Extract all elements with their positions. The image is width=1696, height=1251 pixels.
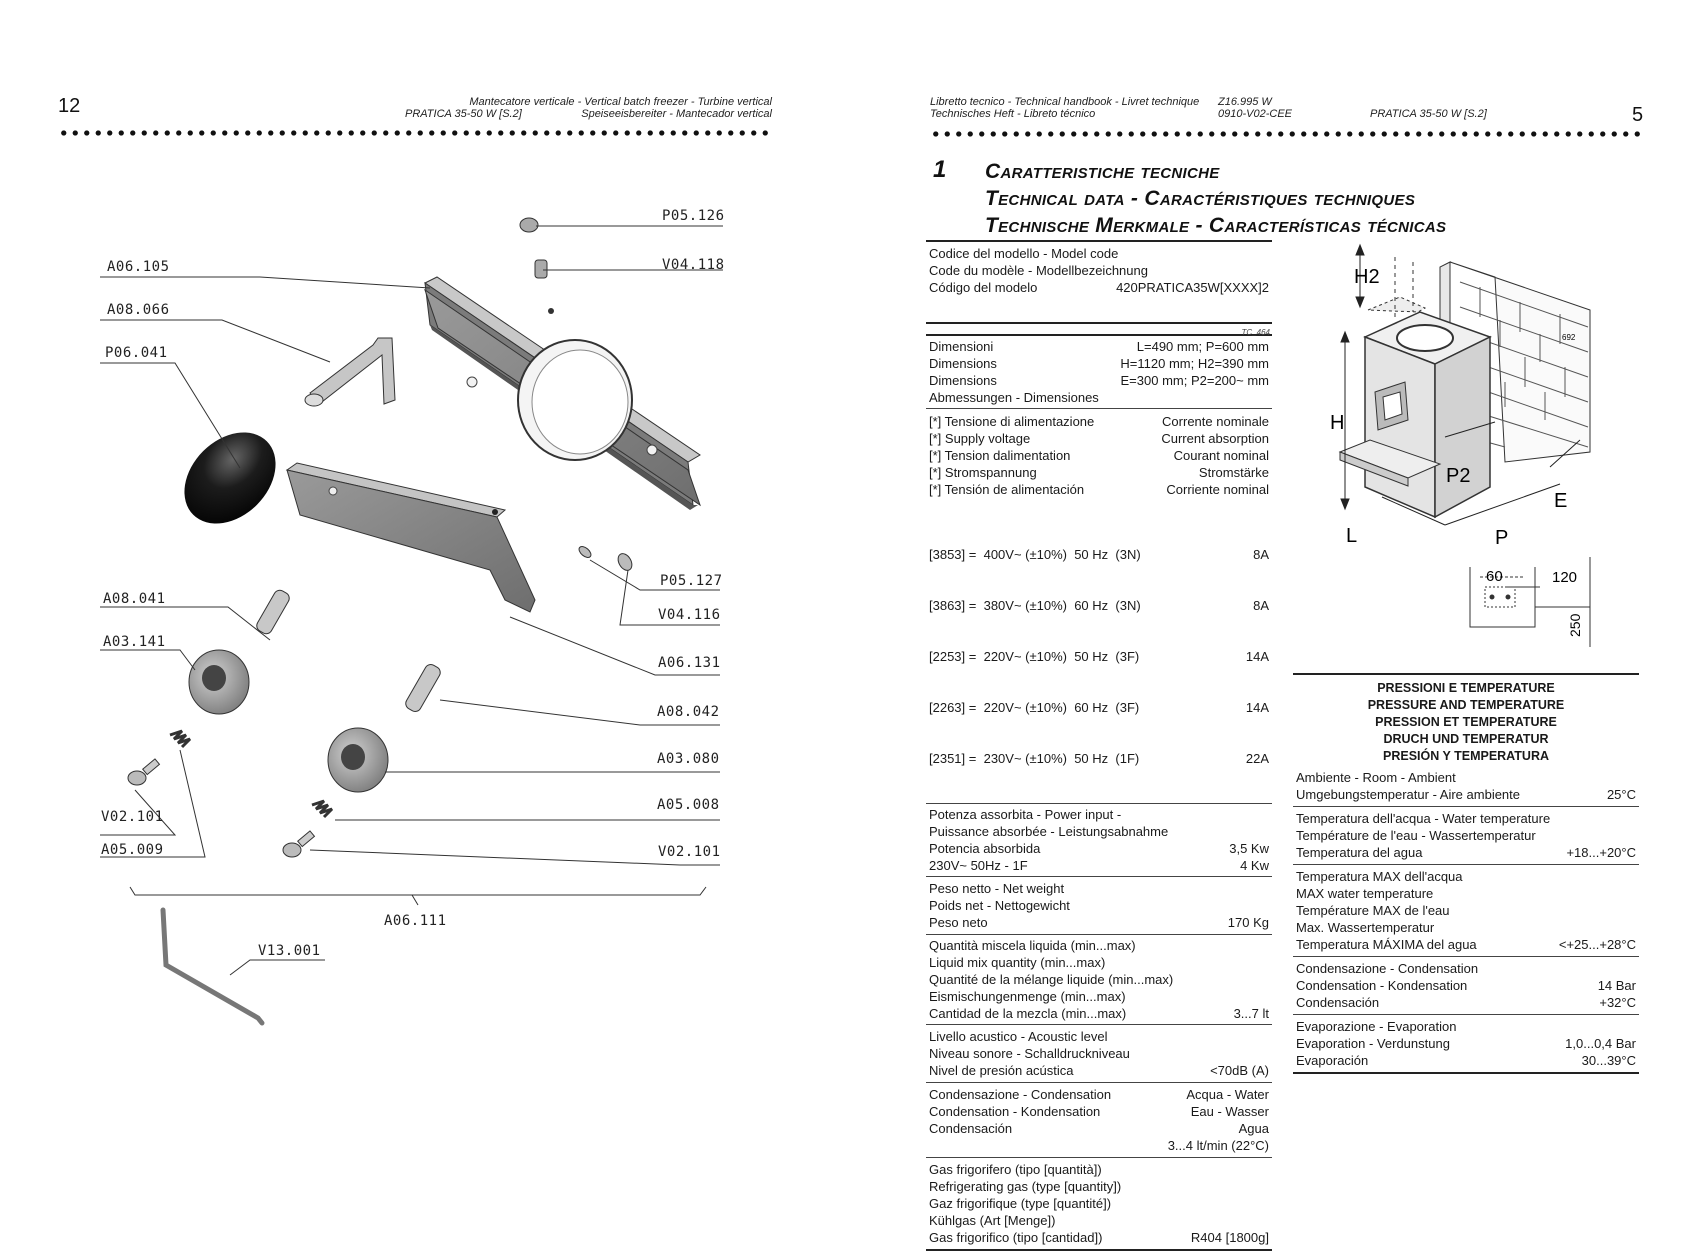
label-a08-042: A08.042: [657, 704, 720, 720]
dim-h: H: [1330, 412, 1345, 434]
right-header-line2: Technisches Heft - Libreto técnico: [930, 108, 1096, 120]
label-p05-126: P05.126: [662, 208, 725, 224]
label-v13-001: V13.001: [258, 943, 321, 959]
label-v02-101-right: V02.101: [658, 844, 721, 860]
label-a03-141: A03.141: [103, 634, 166, 650]
allen-key: [163, 910, 262, 1023]
weight-block: Peso netto - Net weight Poids net - Nettogewicht Peso neto 170 Kg: [929, 881, 1269, 930]
right-header-dotted-rule: [930, 131, 1645, 137]
dim-250: 250: [1567, 613, 1583, 637]
dim-p2: P2: [1446, 465, 1471, 487]
springs-and-screws: [128, 731, 332, 857]
section-number: 1: [933, 156, 947, 183]
model-code-block: Codice del modello - Model code Code du modèle - Modellbezeichnung Código del modelo 420PRATICA35W[XXXX]2: [929, 246, 1269, 295]
right-header-line1: Libretto tecnico - Technical handbook - Livret technique: [930, 96, 1200, 108]
label-a08-066: A08.066: [107, 302, 170, 318]
tc-ref: TC_464: [1241, 328, 1270, 337]
label-v04-116: V04.116: [658, 607, 721, 623]
bushings: [189, 650, 388, 792]
dim-e: E: [1554, 490, 1568, 512]
black-knob: [166, 414, 293, 541]
label-p05-127: P05.127: [660, 573, 723, 589]
label-a03-080: A03.080: [657, 751, 720, 767]
exploded-parts-drawing: [0, 140, 800, 1040]
lower-plate: [287, 463, 535, 612]
leader-lines: [100, 226, 723, 975]
left-header-dotted-rule: [58, 130, 773, 136]
title-line-1: Caratteristiche tecniche: [985, 160, 1220, 183]
pressure-title: PRESSIONI E TEMPERATURE PRESSURE AND TEMPERATURE PRESSION ET TEMPERATURE DRUCH UND TEMPERATUR PRESIÓN Y TEMPERATURA: [1367, 681, 1565, 763]
label-a05-008: A05.008: [657, 797, 720, 813]
label-a08-041: A08.041: [103, 591, 166, 607]
upper-plate: [425, 277, 700, 510]
dim-h2: H2: [1354, 266, 1380, 288]
title-line-3: Technische Merkmale - Características técnicas: [985, 214, 1447, 237]
left-page-number: 12: [58, 95, 81, 117]
gas-block: Gas frigorifero (tipo [quantità]) Refrigerating gas (type [quantity]) Gaz frigorifique (type [quantité]) Kühlgas (Art [Menge]) Gas frigorifico (tipo [cantidad]) R404 [1800g]: [929, 1162, 1269, 1245]
label-a06-111: A06.111: [384, 913, 447, 929]
lever-pin: [305, 338, 395, 406]
right-header-code2: 0910-V02-CEE: [1218, 108, 1292, 120]
voltage-codes: [3853] = 400V~ (±10%) 50 Hz (3N) 8A [3863] = 380V~ (±10%) 60 Hz (3N) 8A [2253] = 220V~ (±10%) 50 Hz (3F) 14A [2263] = 220V~ (±10%) 60 Hz (3F) 14A [2351] = 230V~ (±10%) 50 Hz (1F) 22A: [929, 547, 1269, 766]
left-header-model: PRATICA 35-50 W [S.2]: [405, 108, 522, 120]
dim-small-ref: 692: [1562, 333, 1576, 342]
right-header-code1: Z16.995 W: [1218, 96, 1272, 108]
mix-quantity-block: Quantità miscela liquida (min...max) Liquid mix quantity (min...max) Quantité de la mélange liquide (min...max) Eismischungenmenge (min...max) Cantidad de la mezcla (min...max) 3...7 lt: [929, 938, 1269, 1021]
title-line-2: Technical data - Caractéristiques techniques: [985, 187, 1416, 210]
water-temp-block: Temperatura dell'acqua - Water temperature Température de l'eau - Wassertemperatur Temperatura del agua +18...+20°C: [1296, 811, 1636, 860]
small-pins: [255, 544, 635, 713]
water-max-block: Temperatura MAX dell'acqua MAX water temperature Température MAX de l'eau Max. Wassertemperatur Temperatura MÁXIMA del agua <+25...+28°C: [1296, 869, 1636, 952]
label-v02-101-left: V02.101: [101, 809, 164, 825]
noise-block: Livello acustico - Acoustic level Niveau sonore - Schalldruckniveau Nivel de presión acústica <70dB (A): [929, 1029, 1269, 1078]
section-title: [985, 158, 1446, 239]
right-page-number: 5: [1632, 104, 1644, 126]
pressure-temperature-table: [1293, 673, 1639, 1074]
label-a06-105: A06.105: [107, 259, 170, 275]
evaporation-block: Evaporazione - Evaporation Evaporation - Verdunstung 1,0...0,4 Bar Evaporación 30...39°C: [1296, 1019, 1636, 1068]
voltage-block: [*] Tensione di alimentazione Corrente nominale [*] Supply voltage Current absorption [*] Tension dalimentation Courant nominal [*] Stromspannung Stromstärke [*] Tensión de alimentación Corriente nominal: [929, 414, 1269, 497]
technical-data-table: [926, 240, 1272, 1251]
label-p06-041: P06.041: [105, 345, 168, 361]
dim-60: 60: [1486, 568, 1503, 585]
dim-120: 120: [1552, 569, 1578, 586]
dim-p: P: [1495, 527, 1509, 549]
label-a06-131: A06.131: [658, 655, 721, 671]
label-v04-118: V04.118: [662, 257, 725, 273]
right-header-model: PRATICA 35-50 W [S.2]: [1370, 108, 1487, 120]
ambient-block: Ambiente - Room - Ambient Umgebungstemperatur - Aire ambiente 25°C: [1296, 770, 1636, 802]
power-block: Potenza assorbita - Power input - Puissance absorbée - Leistungsabnahme Potencia absorbida 3,5 Kw 230V~ 50Hz - 1F 4 Kw: [929, 807, 1269, 873]
top-screws: [520, 218, 547, 278]
cond-pressure-block: Condensazione - Condensation Condensation - Kondensation 14 Bar Condensación +32°C: [1296, 961, 1636, 1010]
dim-l: L: [1346, 525, 1358, 547]
left-header-line1: Mantecatore verticale - Vertical batch freezer - Turbine vertical: [469, 96, 772, 108]
machine-dimension-diagram: [1290, 242, 1610, 657]
condensation-block: Condensazione - Condensation Acqua - Water Condensation - Kondensation Eau - Wasser Condensación Agua 3...4 lt/min (22°C): [929, 1087, 1269, 1153]
label-a05-009: A05.009: [101, 842, 164, 858]
dimensions-block: Dimensioni L=490 mm; P=600 mm Dimensions H=1120 mm; H2=390 mm Dimensions E=300 mm; P2=200~ mm Abmessungen - Dimensiones: [929, 339, 1269, 405]
left-header-line2: Speiseeisbereiter - Mantecador vertical: [581, 108, 772, 120]
model-code-value: 420PRATICA35W[XXXX]2: [1116, 280, 1269, 295]
